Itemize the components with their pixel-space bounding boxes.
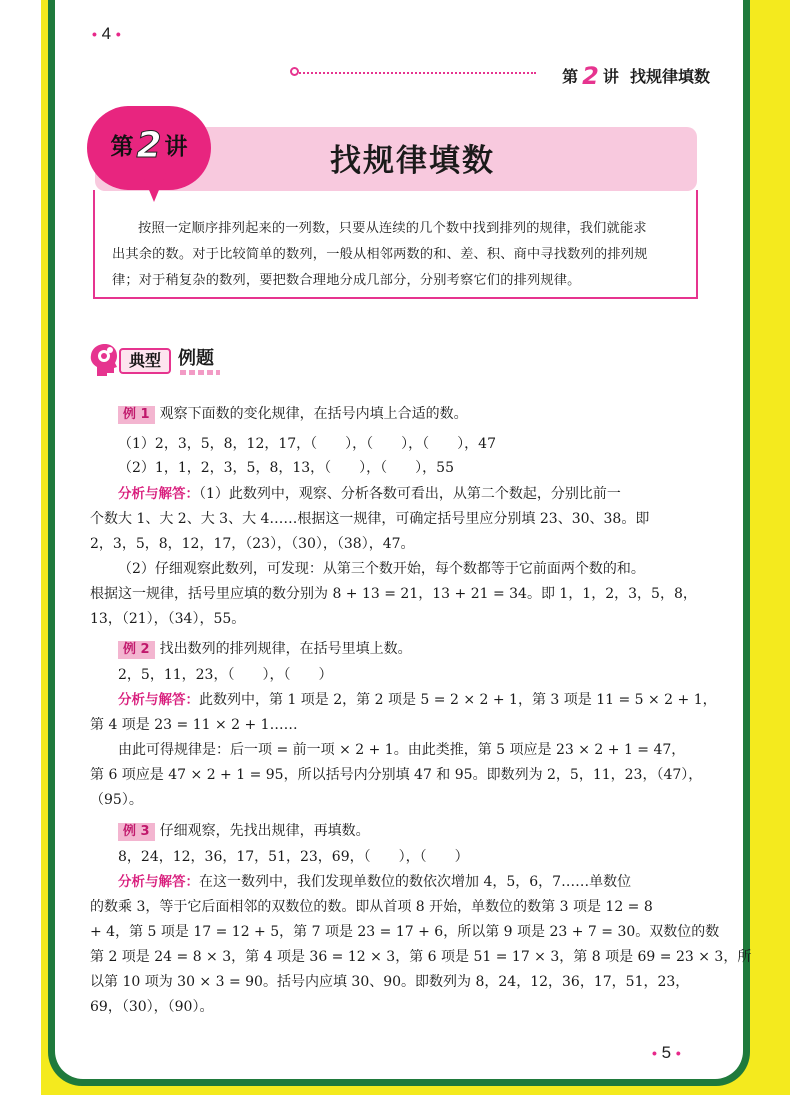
analysis-line (118, 871, 631, 893)
bottom-page-number (652, 1043, 681, 1063)
example-label: 例 3 (118, 823, 155, 841)
running-header (290, 60, 710, 90)
analysis-line (118, 689, 717, 711)
running-header-title (562, 60, 710, 88)
analysis-line: 13，（21），（34），55。 (90, 611, 246, 627)
head-gear-icon (89, 343, 119, 377)
example-question-text: 仔细观察，先找出规律，再填数。 (159, 823, 370, 839)
analysis-line: 由此可得规律是：后一项 = 前一项 × 2 + 1。由此类推，第 5 项应是 23 × 2 + 1 = 47， (118, 742, 686, 758)
analysis-line: （2）仔细观察此数列，可发现：从第三个数开始，每个数都等于它前面两个数的和。 (118, 561, 645, 577)
example-item: 2，5，11，23，（ ），（ ） (118, 667, 333, 683)
folio-dot-icon: • (652, 1045, 657, 1061)
analysis-text: 此数列中，第 1 项是 2，第 2 项是 5 = 2 × 2 + 1，第 3 项是 11 = 5 × 2 + 1， (199, 692, 717, 708)
example-question-text: 找出数列的排列规律，在括号里填上数。 (159, 641, 412, 657)
analysis-line: （95）。 (90, 792, 143, 808)
running-header-suffix: 讲 (602, 67, 619, 86)
example-label: 例 1 (118, 406, 155, 424)
example-label: 例 2 (118, 641, 155, 659)
analysis-line: 第 4 项是 23 = 11 × 2 + 1…… (90, 717, 298, 733)
lecture-badge-suffix: 讲 (164, 134, 188, 160)
circle-icon (290, 67, 299, 76)
analysis-line: 第 6 项应是 47 × 2 + 1 = 95，所以括号内分别填 47 和 95。即数列为 2，5，11，23，（47）， (90, 767, 703, 783)
section-dots (180, 370, 220, 375)
analysis-text: 在这一数列中，我们发现单数位的数依次增加 4，5，6，7……单数位 (199, 874, 632, 890)
analysis-line: 2，3，5，8，12，17，（23），（30），（38），47。 (90, 536, 415, 552)
top-page-number (92, 24, 121, 44)
top-page-number-text: 4 (101, 24, 112, 43)
analysis-line: + 4，第 5 项是 17 = 12 + 5，第 7 项是 23 = 17 + 6，所以第 9 项是 23 + 7 = 30。双数位的数 (90, 924, 720, 940)
intro-line: 律；对于稍复杂的数列，要把数合理地分成几部分，分别考察它们的排列规律。 (112, 273, 581, 288)
example-item: 8，24，12，36，17，51，23，69，（ ），（ ） (118, 849, 469, 865)
section-title: 例题 (178, 348, 214, 369)
intro-line: 出其余的数。对于比较简单的数列，一般从相邻两数的和、差、积、商中寻找数列的排列规 (112, 247, 648, 262)
example-question (118, 820, 370, 842)
analysis-text: （1）此数列中，观察、分析各数可看出，从第二个数起，分别比前一 (199, 486, 621, 502)
folio-dot-icon: • (115, 26, 121, 42)
intro-text (112, 216, 682, 294)
analysis-label: 分析与解答： (118, 692, 199, 708)
analysis-line: 个数大 1、大 2、大 3、大 4……根据这一规律，可确定括号里应分别填 23、30、38。即 (90, 511, 650, 527)
analysis-line (118, 483, 621, 505)
example-item: （2）1，1，2，3，5，8，13，（ ），（ ），55 (118, 460, 454, 476)
example-question (118, 638, 412, 660)
lecture-badge-prefix: 第 (110, 134, 134, 160)
running-header-text: 找规律填数 (629, 67, 710, 86)
analysis-line: 根据这一规律，括号里应填的数分别为 8 + 13 = 21，13 + 21 = 34。即 1，1，2，3，5，8， (90, 586, 697, 602)
lecture-badge-number: 2 (136, 125, 162, 166)
section-tag: 典型 (119, 348, 171, 374)
lecture-badge (92, 122, 206, 166)
bottom-page-number-text: 5 (661, 1043, 672, 1062)
analysis-label: 分析与解答： (118, 874, 199, 890)
folio-dot-icon: • (92, 26, 97, 42)
example-item: （1）2，3，5，8，12，17，（ ），（ ），（ ），47 (118, 436, 496, 452)
intro-line: 按照一定顺序排列起来的一列数，只要从连续的几个数中找到排列的规律，我们就能求 (138, 221, 647, 236)
analysis-label: 分析与解答： (118, 486, 199, 502)
running-header-prefix: 第 (562, 67, 579, 86)
analysis-line: 第 2 项是 24 = 8 × 3，第 4 项是 36 = 12 × 3，第 6 项是 51 = 17 × 3，第 8 项是 69 = 23 × 3，所 (90, 949, 752, 965)
running-header-rule (296, 72, 536, 74)
analysis-line: 的数乘 3，等于它后面相邻的双数位的数。即从首项 8 开始，单数位的数第 3 项是 12 = 8 (90, 899, 653, 915)
analysis-line: 以第 10 项为 30 × 3 = 90。括号内应填 30、90。即数列为 8，24，12，36，17，51，23， (90, 974, 690, 990)
running-header-number: 2 (582, 62, 599, 90)
lecture-title: 找规律填数 (330, 143, 495, 179)
example-question (118, 403, 468, 425)
analysis-line: 69，（30），（90）。 (90, 999, 214, 1015)
example-question-text: 观察下面数的变化规律，在括号内填上合适的数。 (159, 406, 468, 422)
folio-dot-icon: • (675, 1045, 681, 1061)
